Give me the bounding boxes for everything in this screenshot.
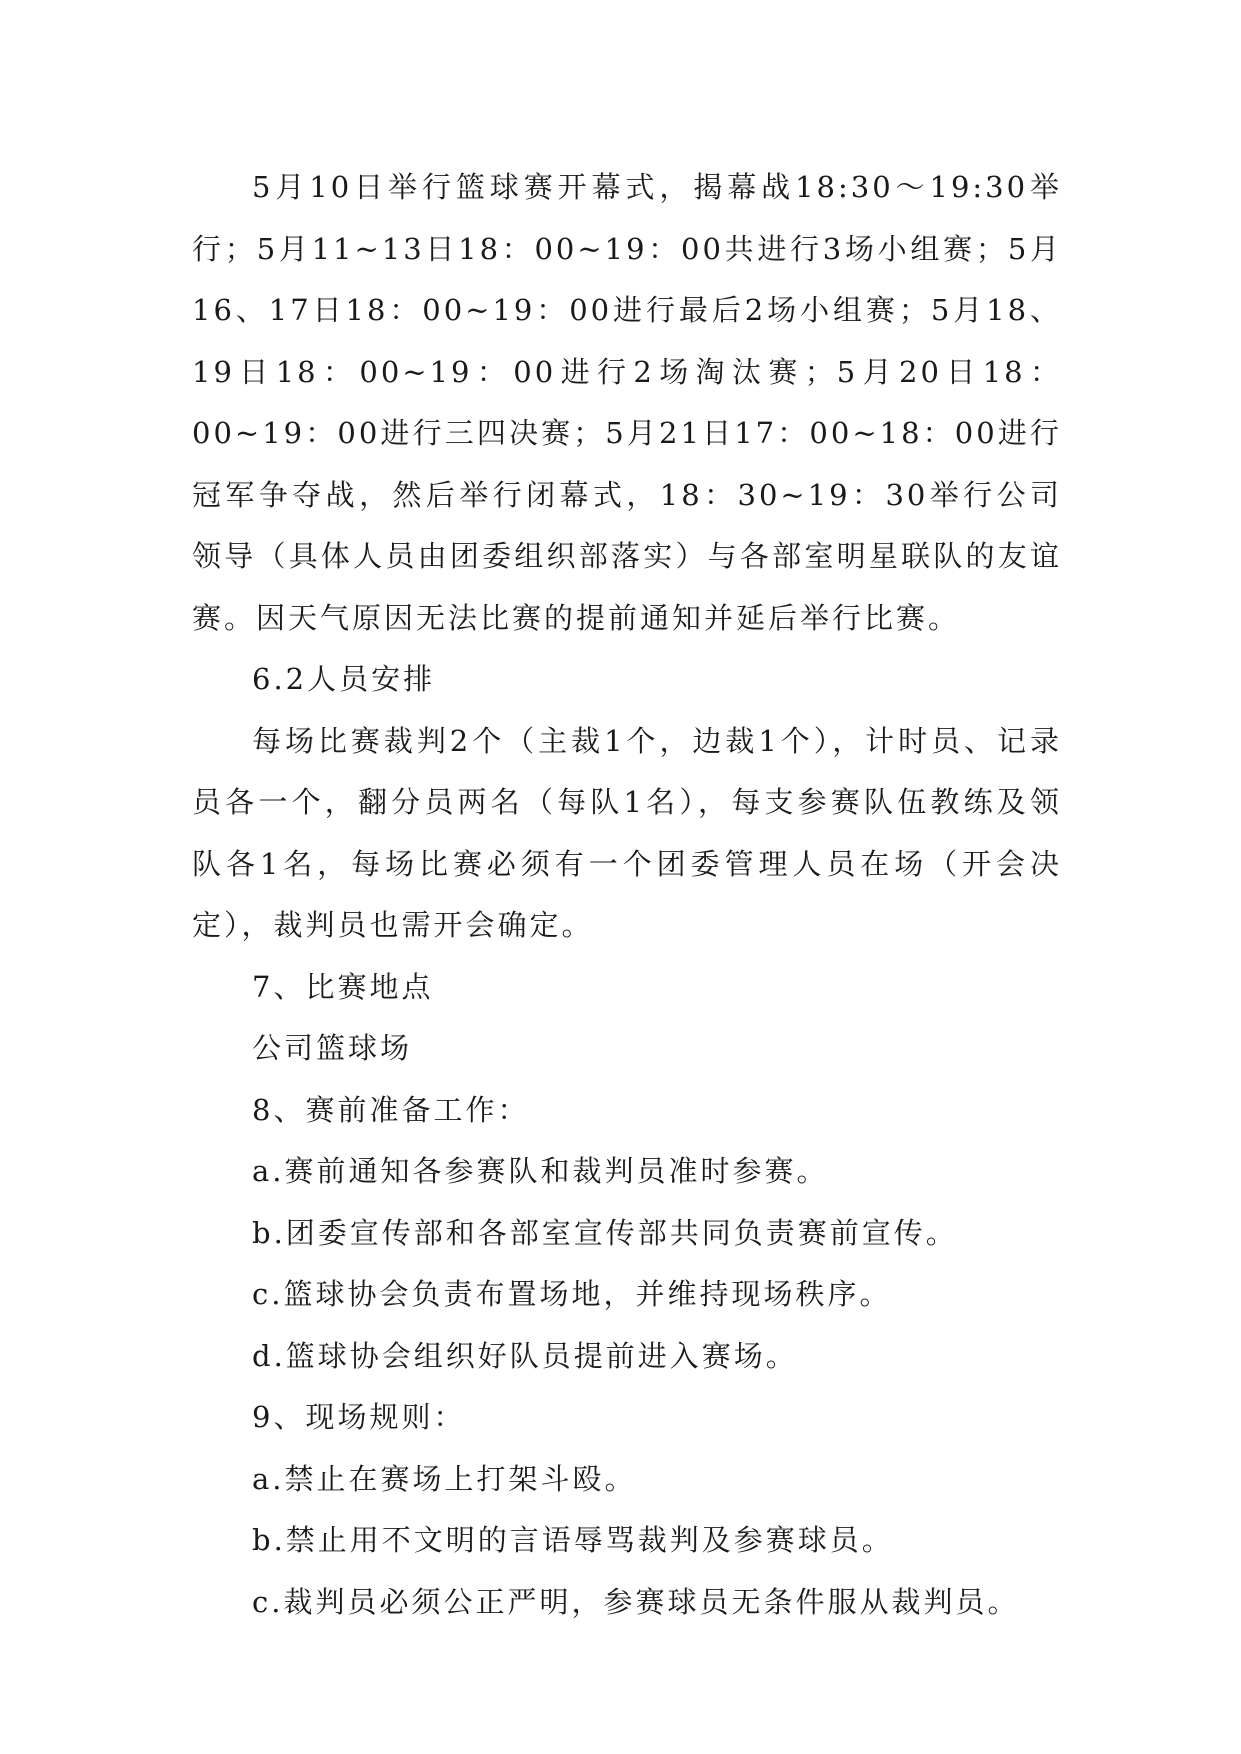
prep-item-a: a.赛前通知各参赛队和裁判员准时参赛。 (252, 1154, 829, 1188)
section-7-heading: 7、比赛地点 (252, 969, 434, 1004)
venue-text: 公司篮球场 (252, 1031, 413, 1065)
schedule-paragraph: 5月10日举行篮球赛开幕式，揭幕战18:30～19:30举行；5月11~13日18：00~19：00共进行3场小组赛；5月16、17日18：00~19：00进行最后2场小组赛；5月18、19日18：00~19：00进行2场淘汰赛；5月20日18：00~19：00进行三四决赛；5月21日17：00~18：00进行冠军争夺战，然后举行闭幕式，18：30~19：30举行公司领导（具体人员由团委组织部落实）与各部室明星联队的友谊赛。因天气原因无法比赛的提前通知并延后举行比赛。 (192, 170, 1062, 635)
rule-item-a: a.禁止在赛场上打架斗殴。 (252, 1461, 637, 1496)
section-9-heading: 9、现场规则： (252, 1400, 466, 1434)
rule-item-c: c.裁判员必须公正严明，参赛球员无条件服从裁判员。 (252, 1584, 1020, 1619)
section-8-heading: 8、赛前准备工作： (252, 1092, 530, 1127)
rule-item-b: b.禁止用不文明的言语辱骂裁判及参赛球员。 (252, 1523, 894, 1557)
staffing-paragraph: 每场比赛裁判2个（主裁1个，边裁1个），计时员、记录员各一个，翻分员两名（每队1名），每支参赛队伍教练及领队各1名，每场比赛必须有一个团委管理人员在场（开会决定），裁判员也需开会确定。 (192, 723, 1062, 942)
prep-item-c: c.篮球协会负责布置场地，并维持现场秩序。 (252, 1277, 892, 1311)
prep-item-d: d.篮球协会组织好队员提前进入赛场。 (252, 1338, 798, 1373)
section-6-2-heading: 6.2人员安排 (252, 662, 436, 696)
prep-item-b: b.团委宣传部和各部室宣传部共同负责赛前宣传。 (252, 1215, 958, 1250)
document-body (192, 157, 1062, 1633)
